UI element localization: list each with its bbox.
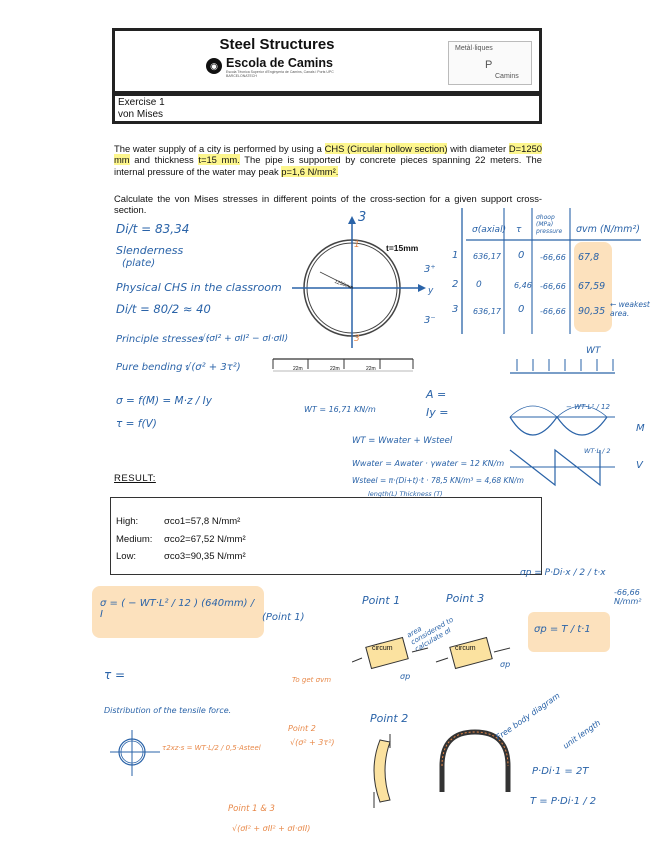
span-2: 22m	[330, 366, 340, 372]
p1-c: and thickness	[129, 154, 199, 166]
point1-title: Point 1	[362, 594, 401, 607]
sp-value: -66,66 N/mm²	[614, 588, 642, 606]
point2-title: Point 2	[370, 712, 409, 725]
point-3-bottom: 3	[354, 334, 360, 344]
row-3-axial: 636,17	[473, 307, 501, 316]
cross-section-diagram	[290, 210, 450, 360]
p1-chs: CHS (Circular hollow section)	[324, 143, 448, 154]
note-plate: (plate)	[122, 258, 156, 269]
note-dt2: Di/t = 80/2 ≈ 40	[116, 302, 211, 316]
point2-element	[360, 730, 420, 810]
row-3-tau: 0	[518, 304, 525, 315]
axis-z-top: 3	[358, 210, 367, 225]
note-length: length(L) Thickness (T)	[368, 490, 443, 498]
sp-eq2: σp = T / t·1	[534, 624, 591, 635]
row-2-axial: 0	[476, 280, 482, 290]
tau-calc: τ2xz·s = WT·L/2 / 0,5·Asteel	[162, 744, 261, 752]
sp-eq1: σp = P·Di·x / 2 / t·x	[520, 568, 606, 578]
row-2-tau: 6,46	[514, 281, 532, 290]
span-3: 22m	[366, 366, 376, 372]
beam-diagrams	[505, 355, 650, 515]
result-high-value: σco1=57,8 N/mm²	[164, 516, 241, 527]
result-low-value: σco3=90,35 N/mm²	[164, 551, 246, 562]
row-2-id: 2	[452, 279, 459, 290]
school-subtitle: Escola Tècnica Superior d'Enginyeria de Camins, Canals i Ports UPC BARCELONATECH	[226, 70, 334, 78]
point1-paren: (Point 1)	[262, 612, 305, 623]
note-pure-eq: √(σ² + 3τ²)	[185, 362, 241, 373]
logo2-top: Metàl·liques	[455, 45, 493, 52]
big-sigma-eq: σ = ( − WT·L² / 12 ) (640mm) / I	[100, 598, 255, 620]
table-header-tau: τ	[516, 225, 522, 235]
sigma-p-3: σp	[500, 660, 511, 669]
pd1-eq: P·Di·1 = 2T	[532, 766, 589, 777]
note-tau: τ = f(V)	[116, 418, 157, 430]
note-wt-sum: WT = Wwater + Wsteel	[352, 436, 453, 446]
sigma-p-1: σp	[400, 672, 411, 681]
result-row-medium	[116, 534, 246, 545]
result-label: RESULT:	[114, 473, 156, 484]
note-pure: Pure bending :	[116, 362, 190, 373]
row-2-hoop: -66,66	[540, 282, 566, 291]
row-1-hoop: -66,66	[540, 253, 566, 262]
problem-paragraph-2: Calculate the von Mises stresses in different points of the cross-section for a given support cross-section.	[114, 193, 542, 216]
note-sigma: σ = f(M) = M·z / Iy	[116, 395, 212, 407]
point-3-minus: 3⁻	[424, 315, 436, 326]
note-slenderness: Slenderness	[116, 244, 184, 257]
tensile-distribution-diagram	[108, 728, 168, 778]
note-a: A =	[426, 388, 447, 401]
exercise-topic: von Mises	[118, 109, 164, 120]
metalliques-logo	[448, 41, 532, 85]
table-header-hoop: σhoop (MPa) pressure	[536, 214, 563, 235]
radius-label: 1250mm	[333, 278, 354, 292]
table-header-vm: σvm (N/mm²)	[576, 224, 640, 235]
shear-label: V	[636, 460, 643, 471]
point13-eq: √(σI² + σII² + σI·σII)	[232, 824, 311, 833]
p1-e: The pipe is supported by concrete pieces spanning 22 meters. The internal pressure of the water may peak	[114, 154, 542, 177]
area-considered-note: area considered to calculate σI	[405, 615, 455, 654]
span-diagram	[268, 355, 418, 380]
thickness-label: t=15mm	[386, 243, 419, 253]
row-1-axial: 636,17	[473, 252, 501, 261]
note-wsteel: Wsteel = π·(Di+t)·t · 78,5 KN/m³ = 4,68 KN/m	[352, 476, 524, 485]
row-1-vm: 67,8	[578, 252, 600, 263]
note-dt: Di/t = 83,34	[116, 222, 190, 236]
p1-b: with diameter	[447, 143, 509, 154]
note-principle: Principle stresses :	[116, 334, 210, 345]
result-medium-value: σco2=67,52 N/mm²	[164, 534, 246, 545]
note-physical: Physical CHS in the classroom	[116, 281, 282, 294]
result-low-key: Low:	[116, 551, 137, 562]
school-name: Escola de Camins	[226, 56, 333, 70]
point-3-plus: 3⁺	[424, 264, 436, 275]
unit-length-label: unit length	[561, 718, 603, 751]
point2-eq: √(σ² + 3τ²)	[290, 738, 335, 747]
row-3-vm: 90,35	[578, 306, 606, 317]
tau-eq: τ =	[104, 668, 126, 682]
exercise-number: Exercise 1	[118, 97, 165, 108]
t-eq: T = P·Di·1 / 2	[530, 796, 597, 807]
table-header-axial: σ(axial)	[472, 225, 507, 235]
moment-value: − WT·L² / 12	[566, 403, 610, 411]
result-row-low	[116, 551, 246, 562]
to-get-note: To get σvm	[292, 676, 332, 684]
wt-load-label: WT	[586, 346, 601, 356]
p1-t: t=15 mm.	[198, 154, 240, 166]
note-wwater: Wwater = Awater · γwater = 12 KN/m	[352, 459, 505, 468]
note-principle-eq: √(σI² + σII² − σI·σII)	[200, 334, 289, 344]
row-3-hoop: -66,66	[540, 307, 566, 316]
fbd-label: Free body diagram	[494, 691, 562, 742]
point-elements-diagram	[352, 630, 522, 690]
p1-a: The water supply of a city is performed by using a	[114, 143, 325, 154]
point2-label: Point 2	[288, 724, 316, 733]
distribution-note: Distribution of the tensile force.	[104, 706, 232, 715]
result-row-high	[116, 516, 240, 527]
row-2-vm: 67,59	[578, 281, 606, 292]
result-medium-key: Medium:	[116, 534, 153, 545]
p1-d: D=1250 mm	[114, 143, 543, 166]
row-1-id: 1	[452, 250, 459, 261]
circum-label-1: circum	[372, 645, 393, 652]
point3-title: Point 3	[446, 592, 485, 605]
school-logo-icon: ◉	[206, 58, 222, 74]
note-wt: WT = 16,71 KN/m	[304, 405, 376, 414]
span-1: 22m	[293, 366, 303, 372]
moment-label: M	[636, 423, 645, 434]
result-high-key: High:	[116, 516, 139, 527]
p1-p: p=1,6 N/mm².	[281, 165, 339, 177]
logo2-bottom: Camins	[495, 73, 519, 80]
point-1-top: 1	[354, 240, 360, 250]
exercise-box	[112, 94, 542, 124]
shear-value: WT·L / 2	[584, 447, 611, 455]
logo2-mid: P	[485, 59, 493, 71]
axis-y-label: y	[428, 286, 434, 296]
page-title: Steel Structures	[219, 36, 335, 53]
note-iy: Iy =	[426, 406, 449, 419]
point13-label: Point 1 & 3	[228, 804, 275, 814]
problem-paragraph-1	[114, 143, 542, 177]
row-3-id: 3	[452, 304, 459, 315]
row-1-tau: 0	[518, 250, 525, 261]
circum-label-3: circum	[455, 645, 476, 652]
weakest-note: ← weakest area.	[610, 300, 650, 318]
